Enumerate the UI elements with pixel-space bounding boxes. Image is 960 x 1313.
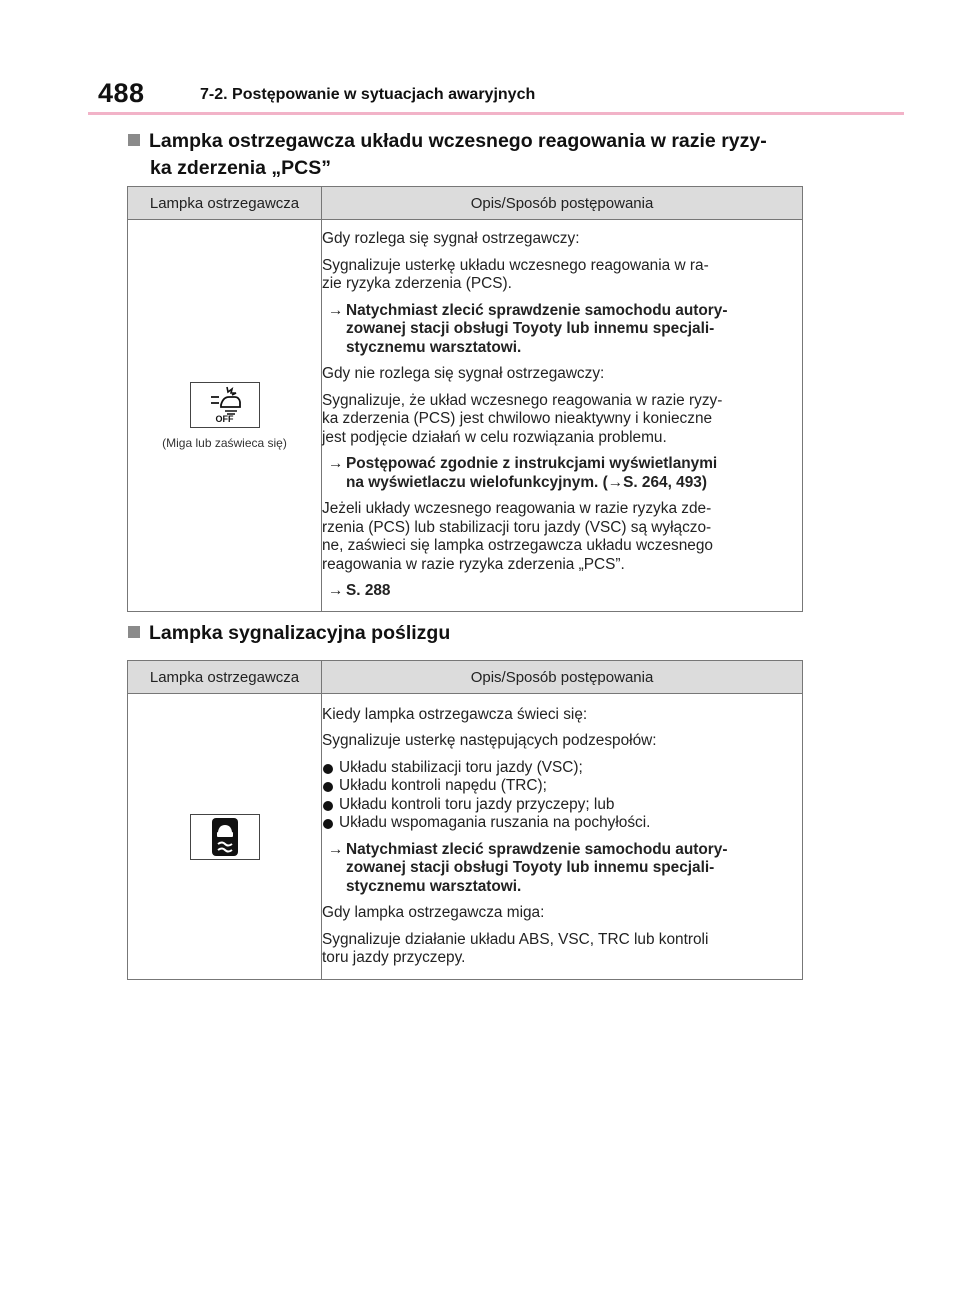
bullet-icon [323,782,333,792]
action-instruction [322,582,802,601]
paragraph: Gdy lampka ostrzegawcza miga: [322,904,545,921]
paragraph: Sygnalizuje usterkę układu wczesnego reagowania w ra- zie ryzyka zderzenia (PCS). [322,256,709,293]
list-item: Układu kontroli napędu (TRC); [322,777,802,796]
action-instruction: → Postępować zgodnie z instrukcjami wyświetlanymi na wyświetlaczu wielofunkcyjnym. (→S. 264, 493) [328,455,718,491]
description-cell [322,220,803,612]
paragraph: Sygnalizuje, że układ wczesnego reagowania w razie ryzy- ka zderzenia (PCS) jest chwilowo nieaktywny i konieczne jest podjęcie działań w celu rozwiązania problemu. [322,391,723,446]
chapter-title: 7-2. Postępowanie w sytuacjach awaryjnych [200,86,536,103]
description-cell [322,694,803,980]
col-header-lamp: Lampka ostrzegawcza [128,187,322,220]
list-item: Układu stabilizacji toru jazdy (VSC); [322,759,802,778]
page-reference-link[interactable]: S. 264, 493) [623,473,707,491]
header-rule [88,112,904,115]
action-instruction: → Natychmiast zlecić sprawdzenie samochodu autory- zowanej stacji obsługi Toyoty lub innemu specjali- stycznemu warsztatowi. [328,301,728,356]
arrow-icon: → [328,301,344,319]
paragraph: Gdy rozlega się sygnał ostrzegawczy: [322,230,580,248]
section-title-slip: Lampka sygnalizacyjna poślizgu [128,620,450,647]
square-bullet-icon [128,626,140,638]
lamp-cell [128,694,322,980]
paragraph: Gdy nie rozlega się sygnał ostrzegawczy: [322,365,605,383]
bullet-icon [323,819,333,829]
action-instruction: → Natychmiast zlecić sprawdzenie samochodu autory- zowanej stacji obsługi Toyoty lub innemu specjali- stycznemu warsztatowi. [328,840,728,895]
bullet-icon [323,764,333,774]
square-bullet-icon [128,134,140,146]
paragraph: Kiedy lampka ostrzegawcza świeci się: [322,705,588,723]
component-list [322,759,802,833]
page-reference-link[interactable]: S. 288 [346,582,391,600]
arrow-icon: → [328,582,344,600]
bullet-icon [323,801,333,811]
lamp-caption: (Miga lub zaświeca się) [162,435,287,450]
col-header-lamp: Lampka ostrzegawcza [128,661,322,694]
list-item: Układu kontroli toru jazdy przyczepy; lub [322,796,802,815]
list-item: Układu wspomagania ruszania na pochyłości. [322,814,802,833]
slip-indicator-icon [190,814,260,860]
lamp-cell [128,220,322,612]
pcs-warning-table [127,186,803,612]
off-label: OFF [215,413,234,424]
slip-indicator-table [127,660,803,980]
arrow-icon: → [328,455,344,473]
section-title-pcs: Lampka ostrzegawcza układu wczesnego reagowania w razie ryzy- ka zderzenia „PCS” [128,128,767,182]
arrow-icon: → [328,840,344,858]
arrow-icon: → [607,473,624,491]
page-number: 488 [98,78,145,108]
paragraph: Sygnalizuje usterkę następujących podzespołów: [322,732,657,749]
pcs-off-icon [190,382,260,428]
col-header-description: Opis/Sposób postępowania [322,661,803,694]
col-header-description: Opis/Sposób postępowania [322,187,803,220]
paragraph: Jeżeli układy wczesnego reagowania w razie ryzyka zde- rzenia (PCS) lub stabilizacji toru jazdy (VSC) są wyłączo- ne, zaświeci się lampka ostrzegawcza układu wczesnego reagowania w razie ryzyka zderzenia „PCS”. [322,500,713,573]
paragraph: Sygnalizuje działanie układu ABS, VSC, TRC lub kontroli toru jazdy przyczepy. [322,930,709,966]
